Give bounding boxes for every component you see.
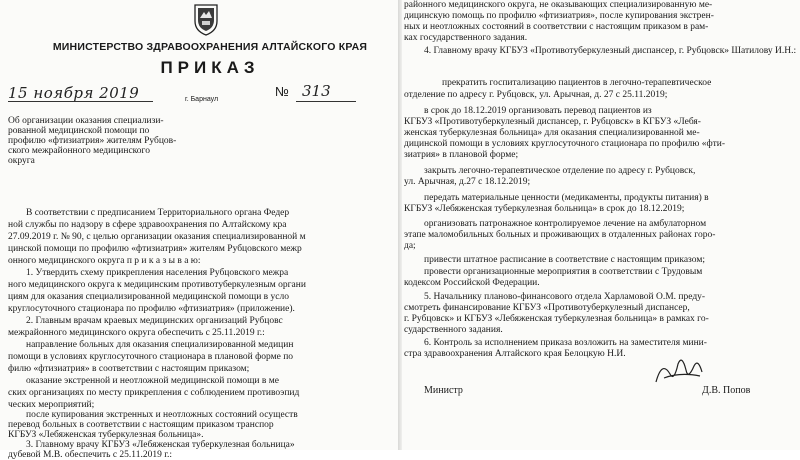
body-line: районного медицинского округа, не оказывающих специализированную ме-	[404, 0, 713, 10]
left-page	[0, 0, 398, 460]
body-line: дубевой М.В. обеспечить с 25.11.2019 г.:	[8, 450, 173, 460]
order-number-label: №	[275, 84, 289, 99]
body-line: филю «фтизиатрия» в соответствии с настоящим приказом;	[8, 364, 250, 374]
body-line: 2. Главным врачам краевых медицинских организаций Рубцовс	[26, 316, 283, 326]
body-line: оказание экстренной и неотложной медицинской помощи в ме	[26, 376, 279, 386]
coat-of-arms-emblem	[192, 2, 220, 36]
body-line: циям для оказания специализированной медицинской помощи в усло	[8, 292, 290, 302]
order-city: г. Барнаул	[185, 96, 219, 103]
subject-line: округа	[8, 156, 35, 166]
body-line: г. Рубцовск» и КГБУЗ «Лебяженская туберкулезная больница» в рамках го-	[404, 314, 709, 324]
body-line: перевод больных в соответствии с настоящим приказом транспор	[8, 420, 274, 430]
body-line: передать материальные ценности (медикаменты, продукты питания) в	[424, 193, 709, 203]
body-line: 6. Контроль за исполнением приказа возложить на заместителя мини-	[424, 338, 707, 348]
ministry-header: МИНИСТЕРСТВО ЗДРАВООХРАНЕНИЯ АЛТАЙСКОГО КРАЯ	[52, 41, 368, 53]
subject-line: рованной медицинской помощи по	[8, 126, 150, 136]
body-line: дицинской помощи в условиях круглосуточного стационара по профилю «фти-	[404, 139, 726, 149]
body-line: ских организациях по месту прикрепления с соблюдением противоэпид	[8, 388, 300, 398]
body-line: ных и неотложных состояний в соответствии с настоящим приказом в рам-	[404, 22, 709, 32]
body-line: смотреть финансирование КГБУЗ «Противотуберкулезный диспансер,	[404, 303, 690, 313]
body-line: этапе маломобильных больных и проживающих в отдаленных районах горо-	[404, 230, 716, 240]
signature-role: Министр	[424, 385, 463, 396]
body-line: в срок до 18.12.2019 организовать перевод пациентов из	[424, 106, 652, 116]
body-line: закрыть легочно-терапевтическое отделение по адресу г. Рубцовск,	[424, 166, 696, 176]
body-line: ного медицинского округа к медицинским противотуберкулезным органи	[8, 280, 306, 290]
body-line: после купирования экстренных и неотложных состояний осуществ	[26, 410, 298, 420]
body-line: помощи в условиях круглосуточного стационара в плановой форме по	[8, 352, 294, 362]
date-underline	[8, 101, 153, 102]
body-line: 4. Главному врачу КГБУЗ «Противотуберкулезный диспансер, г. Рубцовск» Шатилову И.Н.:	[424, 46, 797, 56]
body-line: 1. Утвердить схему прикрепления населения Рубцовского межра	[26, 268, 289, 278]
handwritten-signature	[652, 352, 707, 392]
right-page	[402, 0, 800, 450]
body-line: 27.09.2019 г. № 90, с целью организации оказания специализированной м	[8, 232, 306, 242]
body-line: 3. Главному врачу КГБУЗ «Лебяженская туберкулезная больница»	[26, 440, 295, 450]
body-line: ул. Арычная, д.27 с 18.12.2019;	[404, 177, 531, 187]
order-number: 313	[302, 82, 331, 100]
body-line: КГБУЗ «Противотуберкулезный диспансер, г. Рубцовск» в КГБУЗ «Лебя-	[404, 117, 701, 127]
body-line: 5. Начальнику планово-финансового отдела Харламовой О.М. преду-	[424, 292, 706, 302]
body-line: В соответствии с предписанием Территориального органа Федер	[26, 208, 290, 218]
body-line: прекратить госпитализацию пациентов в легочно-терапевтическое	[442, 78, 712, 88]
body-line: стра здравоохранения Алтайского края Белоцкую Н.И.	[404, 349, 626, 359]
number-underline	[296, 101, 356, 102]
body-line: межрайонного медицинского округа обеспечить с 25.11.2019 г.:	[8, 328, 265, 338]
subject-line: ского межрайонного медицинского	[8, 146, 150, 156]
body-line: направление больных для оказания специализированной медицин	[26, 340, 294, 350]
subject-line: профилю «фтизиатрия» жителям Рубцов-	[8, 136, 177, 146]
body-line: дицинскую помощь по профилю «фтизиатрия», после купирования экстрен-	[404, 11, 714, 21]
body-line: онного медицинского округа п р и к а з ы в а ю:	[8, 256, 201, 266]
body-line: кодексом Российской Федерации.	[404, 278, 540, 288]
body-line: цинской помощи по профилю «фтизиатрия» жителям Рубцовского межр	[8, 244, 302, 254]
order-date: 15 ноября 2019	[8, 84, 140, 102]
body-line: КГБУЗ «Лебяженская туберкулезная больница» в срок до 18.12.2019;	[404, 204, 685, 214]
body-line: ческих мероприятий;	[8, 400, 95, 410]
body-line: ной службы по надзору в сфере здравоохранения по Алтайскому кра	[8, 220, 287, 230]
body-line: ках государственного задания.	[404, 33, 528, 43]
body-line: женская туберкулезная больница» для оказания специализированной ме-	[404, 128, 700, 138]
body-line: зиатрия» в плановой форме;	[404, 150, 519, 160]
body-line: отделение по адресу г. Рубцовск, ул. Арычная, д. 27 с 25.11.2019;	[404, 90, 668, 100]
body-line: да;	[404, 241, 416, 251]
signature-name: Д.В. Попов	[702, 385, 751, 396]
body-line: провести организационные мероприятия в соответствии с Трудовым	[424, 267, 703, 277]
body-line: КГБУЗ «Лебяженская туберкулезная больница».	[8, 430, 204, 440]
order-title: ПРИКАЗ	[160, 58, 260, 77]
body-line: организовать патронажное контролируемое лечение на амбулаторном	[424, 219, 707, 229]
subject-line: Об организации оказания специализи-	[8, 116, 164, 126]
body-line: сударственного задания.	[404, 325, 503, 335]
body-line: круглосуточного стационара по профилю «фтизиатрия» (приложение).	[8, 304, 295, 314]
body-line: привести штатное расписание в соответствие с настоящим приказом;	[424, 255, 705, 265]
